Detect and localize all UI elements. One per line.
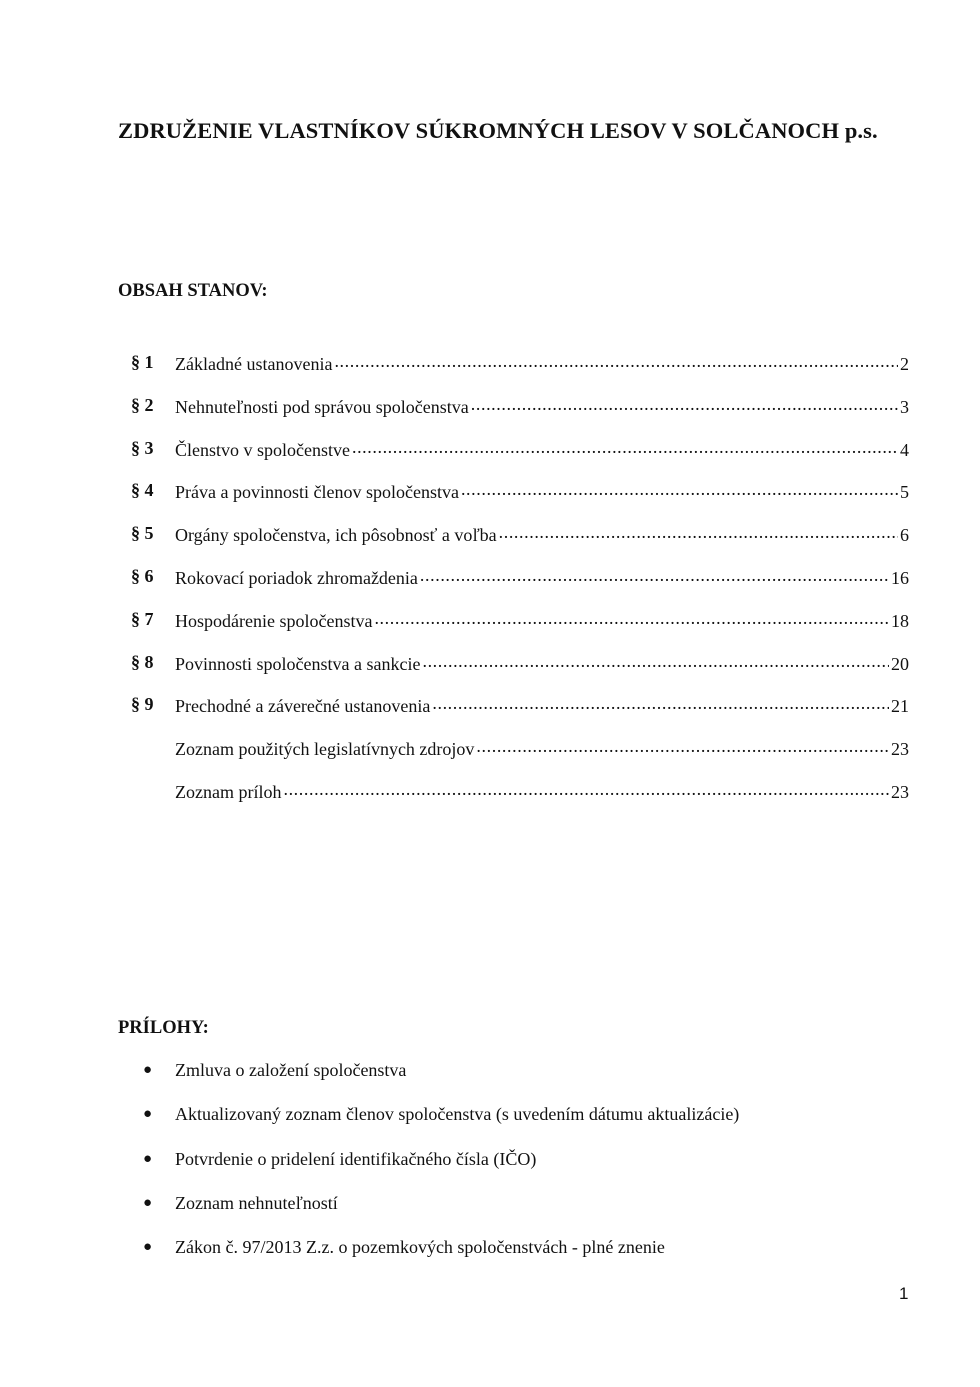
page-title: ZDRUŽENIE VLASTNÍKOV SÚKROMNÝCH LESOV V SOLČANOCH p.s. bbox=[118, 118, 878, 143]
attachment-label: Zoznam nehnuteľností bbox=[175, 1192, 338, 1213]
toc-page-number: 5 bbox=[900, 482, 909, 503]
toc-entry-label: Práva a povinnosti členov spoločenstva bbox=[175, 482, 459, 503]
toc-dot-leader bbox=[432, 694, 889, 712]
toc-heading: OBSAH STANOV: bbox=[118, 281, 268, 301]
toc-dot-leader bbox=[374, 609, 889, 627]
toc-dot-leader bbox=[420, 566, 889, 584]
toc-section-number: § 6 bbox=[131, 565, 154, 586]
list-item bbox=[0, 1102, 980, 1146]
toc-page-number: 23 bbox=[891, 739, 909, 760]
toc-entry-label: Hospodárenie spoločenstva bbox=[175, 610, 373, 631]
toc-section-number: § 9 bbox=[131, 694, 154, 715]
list-item bbox=[0, 1235, 980, 1279]
table-of-contents bbox=[0, 349, 980, 820]
toc-row[interactable] bbox=[0, 777, 980, 820]
toc-section-number: § 1 bbox=[131, 352, 154, 372]
toc-page-number: 6 bbox=[900, 525, 909, 546]
bullet-icon: ● bbox=[143, 1194, 153, 1211]
toc-row[interactable] bbox=[0, 349, 980, 392]
toc-page-number: 20 bbox=[891, 653, 909, 674]
toc-page-number: 16 bbox=[891, 567, 909, 588]
toc-dot-leader bbox=[422, 652, 889, 670]
toc-page-number: 2 bbox=[900, 354, 909, 374]
toc-page-number: 21 bbox=[891, 696, 909, 717]
toc-entry-label: Povinnosti spoločenstva a sankcie bbox=[175, 653, 421, 674]
bullet-icon: ● bbox=[143, 1062, 153, 1078]
toc-page-number: 4 bbox=[900, 439, 909, 460]
toc-entry-label: Nehnuteľnosti pod správou spoločenstva bbox=[175, 396, 469, 417]
bullet-icon: ● bbox=[143, 1106, 153, 1123]
toc-row[interactable] bbox=[0, 520, 980, 563]
toc-dot-leader bbox=[461, 480, 898, 498]
attachment-label: Aktualizovaný zoznam členov spoločenstva (s uvedením dátumu aktualizácie) bbox=[175, 1104, 740, 1125]
toc-dot-leader bbox=[499, 523, 898, 541]
toc-row[interactable] bbox=[0, 734, 980, 777]
toc-dot-leader bbox=[283, 780, 889, 798]
toc-entry-label: Zoznam príloh bbox=[175, 781, 282, 802]
toc-page-number: 18 bbox=[891, 610, 909, 631]
toc-section-number: § 4 bbox=[131, 480, 154, 501]
toc-section-number: § 8 bbox=[131, 651, 154, 672]
toc-row[interactable] bbox=[0, 392, 980, 435]
toc-row[interactable] bbox=[0, 606, 980, 649]
toc-section-number: § 7 bbox=[131, 608, 154, 629]
toc-entry-label: Prechodné a záverečné ustanovenia bbox=[175, 696, 431, 717]
attachment-label: Potvrdenie o pridelení identifikačného čísla (IČO) bbox=[175, 1148, 537, 1169]
toc-dot-leader bbox=[352, 438, 898, 456]
list-item bbox=[0, 1147, 980, 1191]
toc-section-number: § 3 bbox=[131, 437, 154, 458]
list-item bbox=[0, 1191, 980, 1235]
toc-row[interactable] bbox=[0, 691, 980, 734]
attachments-heading: PRÍLOHY: bbox=[118, 1018, 209, 1038]
toc-row[interactable] bbox=[0, 563, 980, 606]
toc-entry-label: Zoznam použitých legislatívnych zdrojov bbox=[175, 739, 475, 760]
toc-entry-label: Rokovací poriadok zhromaždenia bbox=[175, 567, 418, 588]
attachments-list bbox=[0, 1058, 980, 1279]
toc-section-number: § 5 bbox=[131, 523, 154, 544]
bullet-icon: ● bbox=[143, 1239, 153, 1256]
attachment-label: Zákon č. 97/2013 Z.z. o pozemkových spoločenstvách - plné znenie bbox=[175, 1237, 665, 1258]
toc-entry-label: Orgány spoločenstva, ich pôsobnosť a voľba bbox=[175, 525, 497, 546]
page-number: 1 bbox=[899, 1284, 909, 1303]
toc-page-number: 23 bbox=[891, 781, 909, 802]
toc-entry-label: Členstvo v spoločenstve bbox=[175, 439, 350, 460]
toc-dot-leader bbox=[334, 352, 898, 370]
toc-dot-leader bbox=[476, 737, 889, 755]
list-item bbox=[0, 1058, 980, 1102]
bullet-icon: ● bbox=[143, 1150, 153, 1167]
toc-section-number: § 2 bbox=[131, 394, 154, 415]
toc-row[interactable] bbox=[0, 435, 980, 478]
toc-page-number: 3 bbox=[900, 396, 909, 417]
toc-row[interactable] bbox=[0, 649, 980, 692]
toc-entry-label: Základné ustanovenia bbox=[175, 354, 333, 374]
attachment-label: Zmluva o založení spoločenstva bbox=[175, 1060, 407, 1080]
toc-dot-leader bbox=[471, 395, 898, 413]
toc-row[interactable] bbox=[0, 477, 980, 520]
